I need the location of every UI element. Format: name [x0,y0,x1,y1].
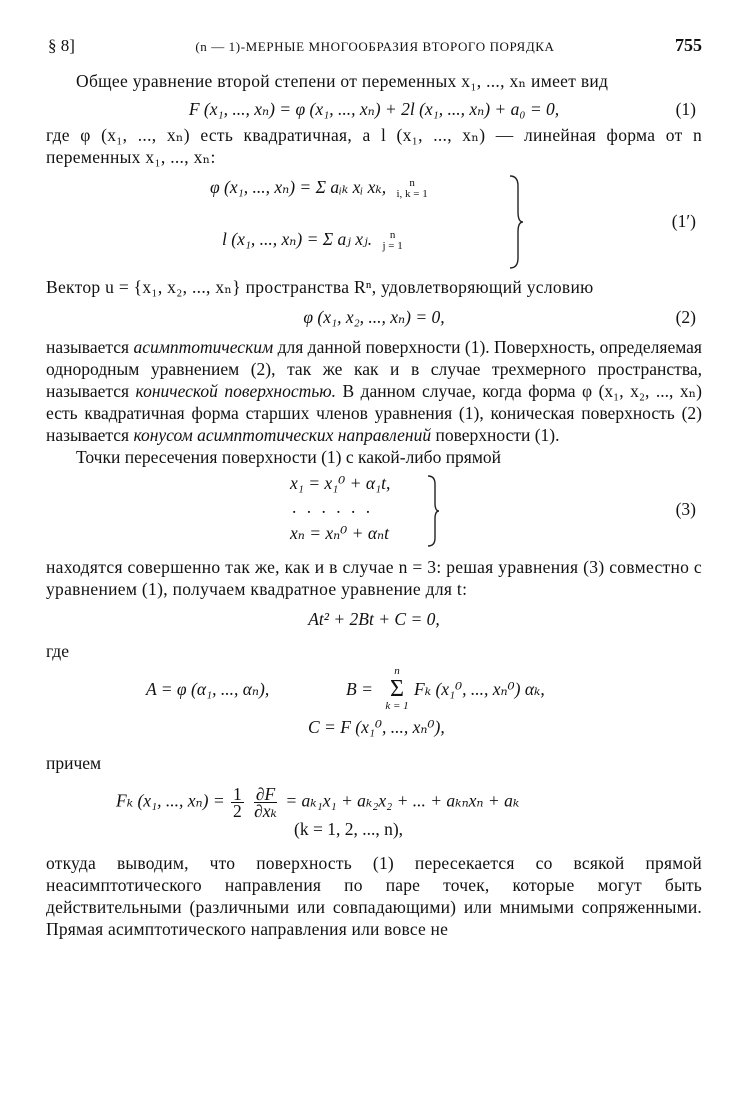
word-where: где [46,641,69,661]
equation-3-dots: . . . . . . [292,497,374,517]
quadratic-formula: At² + 2Bt + C = 0, [308,609,440,629]
para4-text-4: поверхности (1). [431,425,560,445]
paragraph-vector: Вектор u = {x₁, x₂, ..., xₙ} пространства Rⁿ, удовлетворяющий условию [46,277,594,297]
coefficient-c: C = F (x₁⁰, ..., xₙ⁰), [308,717,445,737]
book-page [46,34,702,940]
paragraph-conclusion: откуда выводим, что поверхность (1) пересекается со всякой прямой неасимптотического направления по паре точек, которые могут быть действительными (различными или совпадающими) или мнимыми сопряженными. Прямая асимптотического направления или вовсе не [46,853,702,939]
right-brace-icon [508,174,524,270]
paragraph-general-equation: Общее уравнение второй степени от переменных x₁, ..., xₙ имеет вид [76,71,609,91]
term-conical-surface: конической поверхностью. [135,381,336,401]
para4-text-3: В данном случае, когда форма φ (x₁, x₂, ..., xₙ) есть квадратичная форма старших членов уравнения (1), коническая поверхность (2) называется [46,381,702,445]
sigma-icon: Σ [390,676,404,702]
half-denominator: 2 [233,801,242,821]
l-sum-bottom-limit: j = 1 [382,239,403,252]
phi-sum-formula: φ (x₁, ..., xₙ) = Σ aᵢₖ xᵢ xₖ, [210,177,387,197]
coefficient-b-left: B = [346,679,373,699]
section-marker: § 8] [48,36,75,55]
phi-sum-bottom-limit: i, k = 1 [396,187,428,200]
l-sum-formula: l (x₁, ..., xₙ) = Σ aⱼ xⱼ. [222,229,373,249]
equation-1p-number: (1′) [671,211,696,231]
equation-coefficients [46,666,702,750]
para4-text-1: называется [46,337,134,357]
term-asymptotic: асимптотическим [133,337,274,357]
coefficient-b-right: Fₖ (x₁⁰, ..., xₙ⁰) αₖ, [414,679,545,699]
equation-1p-line-1 [210,176,530,200]
phi-sum-limits [396,178,427,200]
b-sum-top-limit: n [394,665,400,677]
half-numerator: 1 [233,784,242,804]
partial-fraction [252,786,279,819]
equation-3-number: (3) [675,499,696,519]
paragraph-quadratic: находятся совершенно так же, как и в случае n = 3: решая уравнения (3) совместно с уравнением (1), получаем квадратное уравнение для t: [46,557,702,599]
page-number: 755 [674,35,702,55]
running-header [46,34,702,70]
running-title: (n — 1)-МЕРНЫЕ МНОГООБРАЗИЯ ВТОРОГО ПОРЯДКА [195,39,555,54]
index-range: (k = 1, 2, ..., n), [294,819,404,839]
l-sum-limits [382,230,402,252]
equation-3 [46,470,702,550]
word-moreover: причем [46,753,102,773]
derivative-line [116,786,519,819]
equation-2-formula: φ (x₁, x₂, ..., xₙ) = 0, [303,307,445,327]
phi-sum-top-limit: n [409,176,415,189]
para4-text-2: для данной поверхности (1). Поверхность, определяемая однородным уравнением (2), так же как и в случае трехмерного пространства, называется [46,337,702,401]
right-brace-icon [426,474,440,548]
half-fraction [231,786,244,819]
equation-1-prime [46,172,702,276]
derivative-right: = aₖ₁x₁ + aₖ₂x₂ + ... + aₖₙxₙ + aₖ [285,790,520,811]
coefficient-a: A = φ (α₁, ..., αₙ), [146,679,270,699]
equation-1-formula: F (x₁, ..., xₙ) = φ (x₁, ..., xₙ) + 2l (x₁, ..., xₙ) + a₀ = 0, [188,99,560,119]
equation-quadratic [46,608,702,634]
partial-numerator: ∂F [255,784,276,804]
equation-3-line-1: x₁ = x₁⁰ + α₁t, [290,473,391,493]
coefficient-b-sum [384,666,410,712]
partial-denominator: ∂xₖ [254,801,277,821]
equation-2 [46,306,702,332]
term-asymptotic-cone: конусом асимптотических направлений [133,425,432,445]
paragraph-intersection: Точки пересечения поверхности (1) с какой-либо прямой [76,447,502,467]
equation-3-line-3: xₙ = xₙ⁰ + αₙt [290,523,389,543]
paragraph-asymptotic [46,336,702,446]
paragraph-forms: где φ (x₁, ..., xₙ) есть квадратичная, а l (x₁, ..., xₙ) — линейная форма от n переменных x₁, ..., xₙ: [46,125,702,167]
b-sum-bottom-limit: k = 1 [385,700,409,712]
equation-1 [46,98,702,124]
equation-1-number: (1) [675,99,696,119]
equation-2-number: (2) [675,307,696,327]
equation-1p-line-2 [222,228,522,252]
derivative-left: Fₖ (x₁, ..., xₙ) = [116,790,225,811]
l-sum-top-limit: n [389,228,396,241]
equation-derivative [46,778,702,840]
